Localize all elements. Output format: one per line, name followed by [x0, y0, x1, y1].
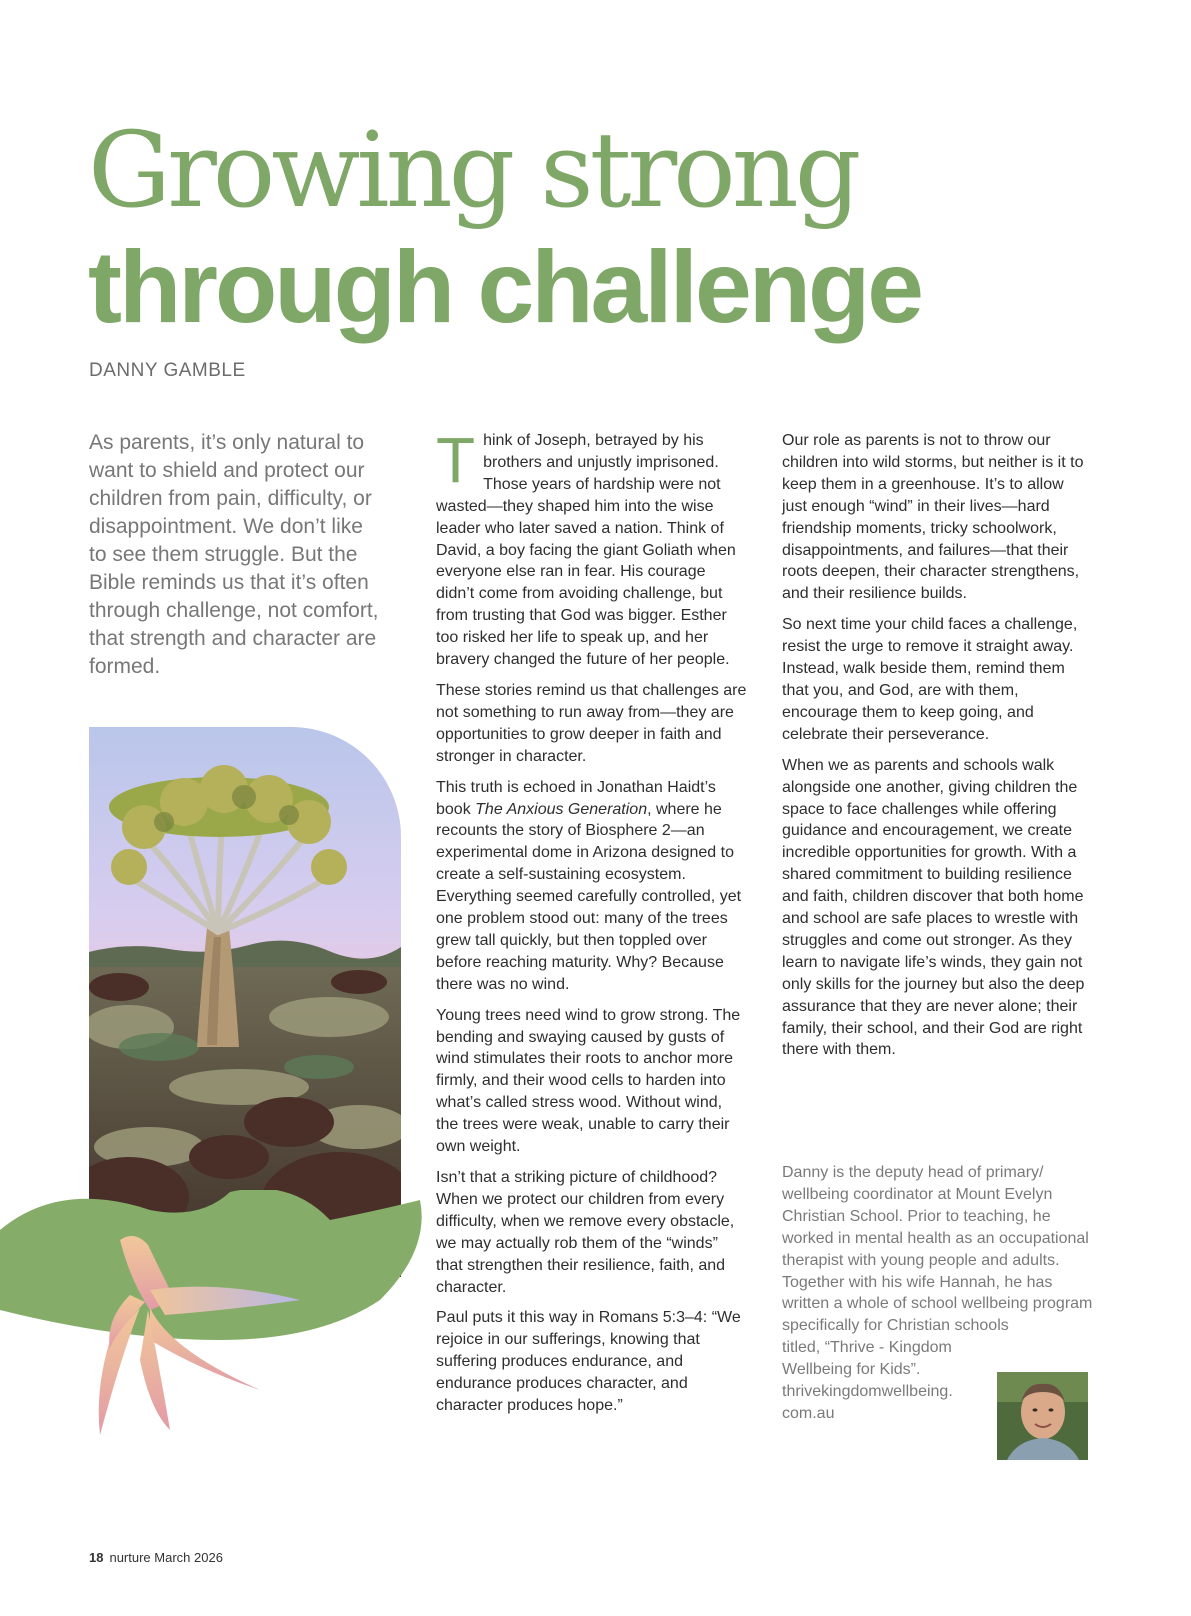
drop-cap: T [436, 424, 476, 496]
page-number: 18 [89, 1550, 104, 1565]
bio-text-continued: titled, “Thrive - Kingdom Wellbeing for Kids”. thrivekingdomwellbeing. com.au [782, 1339, 953, 1422]
paragraph-text: hink of Joseph, betrayed by his brothers and unjustly imprisoned. Those years of hardship were not wasted—they shaped him into the wise leader who later saved a nation. Think of David, a boy facing the giant Goliath when everyone else ran in fear. His courage didn’t come from avoiding challenge, but from trusting that God was bigger. Esther too risked her life to speak up, and her bravery changed the future of her people. [436, 432, 736, 669]
author-headshot [997, 1372, 1088, 1460]
body-column-3 [782, 430, 1092, 1070]
title-line-2: through challenge [88, 230, 922, 344]
paragraph-text: , where he recounts the story of Biosphere 2—an experimental dome in Arizona designed to create a self-sustaining ecosystem. Everything seemed carefully controlled, yet one problem stood out: many of the trees grew tall quickly, but then toppled over before reaching maturity. Why? Because there was no wind. [436, 800, 742, 993]
bio-text: Danny is the deputy head of primary/ wellbeing coordinator at Mount Evelyn Christian School. Prior to teaching, he worked in mental health as an occupational therapist with young people and adults. Together with his wife Hannah, he has written a whole of school wellbeing program specifically for Christian schools [782, 1164, 1093, 1335]
paragraph: When we as parents and schools walk alongside one another, giving children the space to face challenges while offering guidance and encouragement, we create incredible opportunities for growth. With a shared commitment to building resilience and faith, children discover that both home and school are safe places to wrestle with struggles and come out stronger. As they learn to navigate life’s winds, they gain not only skills for the journey but also the deep assurance that they are never alone; their family, their school, and their God are right there with them. [782, 756, 1085, 1059]
paragraph [436, 424, 748, 671]
page-footer [89, 1550, 223, 1565]
paragraph: Paul puts it this way in Romans 5:3–4: “We rejoice in our sufferings, knowing that suffering produces endurance, and endurance produces character, and character produces hope.” [436, 1309, 741, 1415]
title-line-1: Growing strong [88, 109, 858, 231]
paragraph [436, 777, 748, 996]
intro-paragraph: As parents, it’s only natural to want to shield and protect our children from pain, difficulty, or disappointment. We don’t like to see them struggle. But the Bible reminds us that it’s often through challenge, not comfort, that strength and character are formed. [89, 431, 379, 678]
body-column-2 [436, 424, 748, 1426]
paragraph: Our role as parents is not to throw our children into wild storms, but neither is it to keep them in a greenhouse. It’s to allow just enough “wind” in their lives—hard friendship moments, tricky schoolwork, disappointments, and failures—that their roots deepen, their character strengthens, and their resilience builds. [782, 432, 1084, 603]
paragraph-text: This truth is echoed in Jonathan Haidt’s book [436, 778, 716, 818]
paragraph: Young trees need wind to grow strong. The bending and swaying caused by gusts of wind stimulates their roots to anchor more firmly, and their wood cells to harden into what’s called stress wood. Without wind, the trees were weak, unable to carry their own weight. [436, 1006, 741, 1156]
paragraph: These stories remind us that challenges are not something to run away from—they are opportunities to grow deeper in faith and stronger in character. [436, 681, 747, 765]
leaf-flower-decoration [0, 1190, 440, 1470]
paragraph: So next time your child faces a challenge, resist the urge to remove it straight away. Instead, walk beside them, remind them that you, and God, are with them, encourage them to keep going, and celebrate their perseverance. [782, 616, 1078, 743]
publication-name: nurture March 2026 [109, 1550, 223, 1565]
book-title: The Anxious Generation [475, 800, 648, 818]
paragraph: Isn’t that a striking picture of childhood? When we protect our children from every difficulty, when we remove every obstacle, we may actually rob them of the “winds” that strengthen their resilience, faith, and character. [436, 1169, 735, 1296]
author-byline: DANNY GAMBLE [89, 360, 246, 381]
